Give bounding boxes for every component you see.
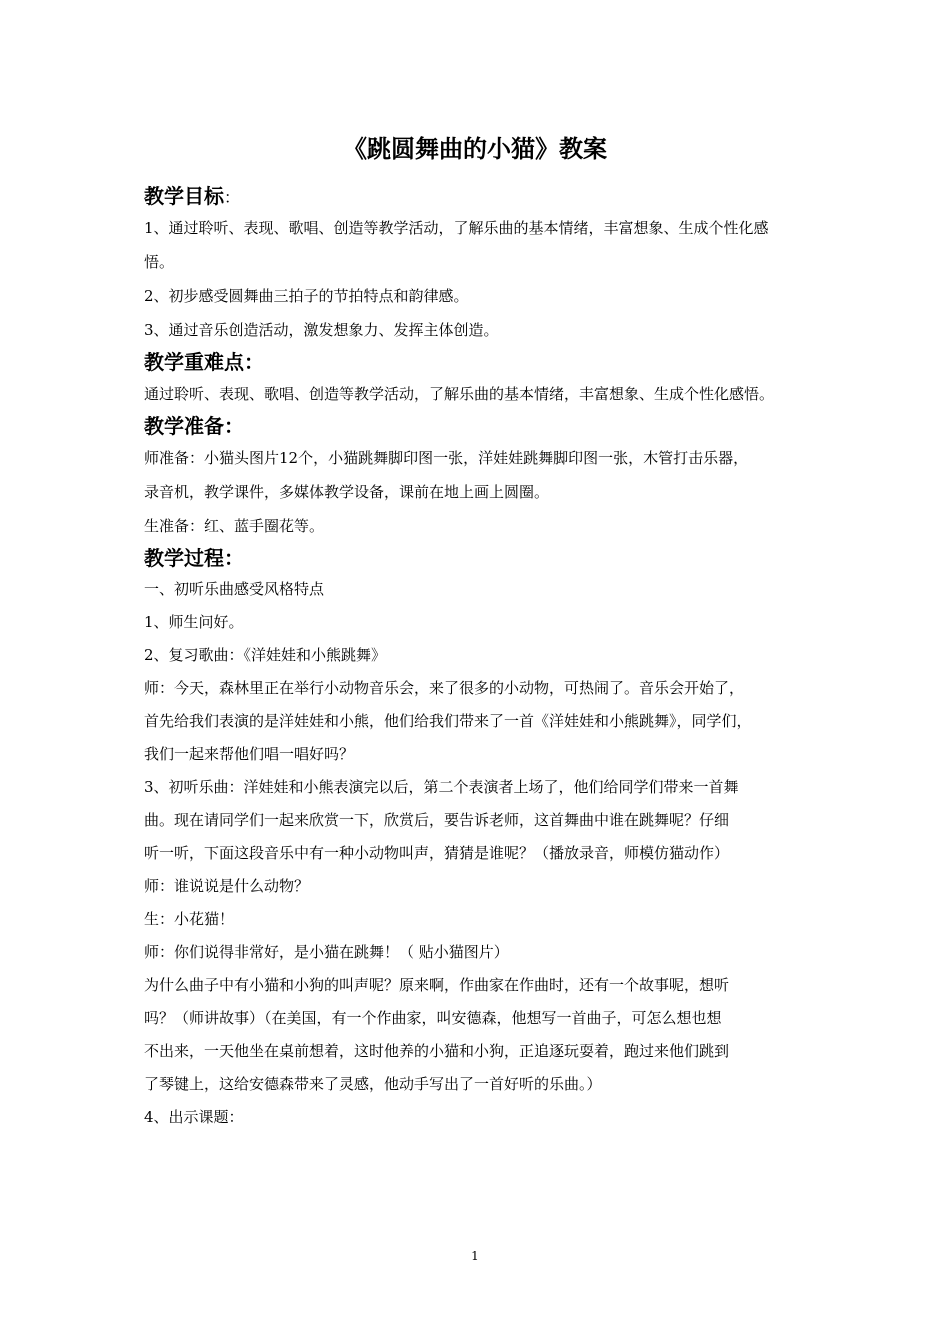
document-title: 《跳圆舞曲的小猫》教案: [343, 135, 607, 163]
paragraph-line: 我们一起来帮他们唱一唱好吗？: [144, 745, 355, 763]
paragraph-line: 师：谁说说是什么动物？: [144, 877, 310, 895]
page-number: 1: [471, 1249, 479, 1263]
paragraph-line: 3、初听乐曲：洋娃娃和小熊表演完以后，第二个表演者上场了，他们给同学们带来一首舞: [144, 778, 739, 796]
paragraph-line: 师准备：小猫头图片12个，小猫跳舞脚印图一张，洋娃娃跳舞脚印图一张，木管打击乐器，: [144, 449, 749, 467]
section-heading-objectives: [144, 181, 834, 211]
paragraph-line: 首先给我们表演的是洋娃娃和小熊，他们给我们带来了一首《洋娃娃和小熊跳舞》，同学们，: [144, 712, 752, 730]
paragraph-line: 一、初听乐曲感受风格特点: [144, 580, 325, 598]
paragraph-line: 了琴键上，这给安德森带来了灵感，他动手写出了一首好听的乐曲。）: [144, 1075, 602, 1093]
paragraph-line: 吗？（师讲故事）（在美国，有一个作曲家，叫安德森，他想写一首曲子，可怎么想也想: [144, 1009, 722, 1027]
paragraph-line: 不出来，一天他坐在桌前想着，这时他养的小猫和小狗，正追逐玩耍着，跑过来他们跳到: [144, 1042, 730, 1060]
paragraph-line: 生准备：红、蓝手圈花等。: [144, 517, 325, 535]
section-heading-process: 教学过程：: [144, 546, 244, 570]
paragraph-line: 3、通过音乐创造活动，激发想象力、发挥主体创造。: [144, 321, 499, 339]
paragraph-line: 4、出示课题：: [144, 1108, 244, 1126]
paragraph-line: 师：你们说得非常好，是小猫在跳舞！（ 贴小猫图片）: [144, 943, 509, 961]
paragraph-line: 曲。现在请同学们一起来欣赏一下，欣赏后，要告诉老师，这首舞曲中谁在跳舞呢？仔细: [144, 811, 730, 829]
paragraph-line: 为什么曲子中有小猫和小狗的叫声呢？原来啊，作曲家在作曲时，还有一个故事呢，想听: [144, 976, 730, 994]
paragraph-line: 悟。: [144, 253, 175, 271]
paragraph-line: 1、通过聆听、表现、歌唱、创造等教学活动，了解乐曲的基本情绪，丰富想象、生成个性化感: [144, 219, 769, 237]
paragraph-line: 录音机，教学课件，多媒体教学设备，课前在地上画上圆圈。: [144, 483, 550, 501]
heading-colon: ：: [224, 188, 241, 207]
paragraph-line: 2、复习歌曲：《洋娃娃和小熊跳舞》: [144, 646, 387, 664]
paragraph-line: 师：今天，森林里正在举行小动物音乐会，来了很多的小动物，可热闹了。音乐会开始了，: [144, 679, 745, 697]
paragraph-line: 2、初步感受圆舞曲三拍子的节拍特点和韵律感。: [144, 287, 469, 305]
heading-text: 教学目标: [144, 184, 224, 208]
paragraph-line: 1、师生问好。: [144, 613, 244, 631]
document-body: [144, 181, 834, 1134]
paragraph-line: 听一听，下面这段音乐中有一种小动物叫声，猜猜是谁呢？（播放录音，师模仿猫动作）: [144, 844, 730, 862]
paragraph-line: 通过聆听、表现、歌唱、创造等教学活动，了解乐曲的基本情绪，丰富想象、生成个性化感悟。: [144, 385, 775, 403]
section-heading-key-points: 教学重难点：: [144, 350, 264, 374]
section-heading-preparation: 教学准备：: [144, 414, 244, 438]
paragraph-line: 生：小花猫！: [144, 910, 235, 928]
